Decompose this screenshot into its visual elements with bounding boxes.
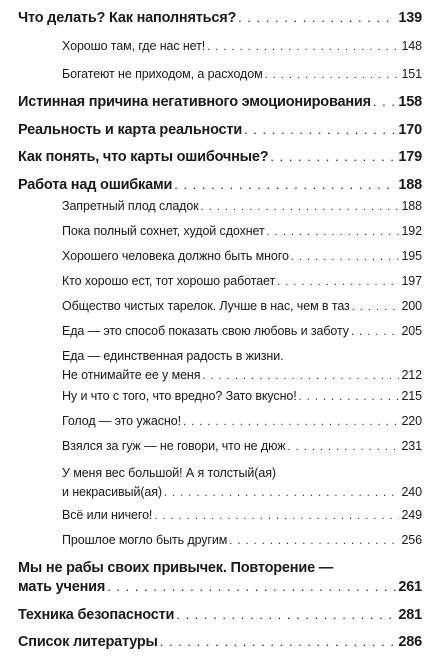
toc-entry-title-line: Мы не рабы своих привычек. Повторение — (18, 560, 334, 576)
dot-leader (291, 251, 400, 263)
dot-leader (287, 441, 399, 453)
dot-leader (270, 149, 396, 164)
toc-page-number: 286 (398, 634, 422, 650)
toc-page-number: 192 (401, 224, 422, 238)
toc-page-number: 212 (401, 368, 422, 382)
dot-leader (267, 226, 400, 238)
toc-page-number: 240 (401, 485, 422, 499)
toc-page-number: 261 (398, 579, 422, 595)
toc-entry-title-line: У меня вес большой! А я толстый(ая) (62, 466, 276, 480)
toc-entry-title: Пока полный сохнет, худой сдохнет (62, 224, 265, 238)
toc-entry-title: Что делать? Как наполняться? (18, 10, 237, 26)
toc-page-number: 281 (398, 607, 422, 623)
dot-leader (373, 94, 397, 109)
dot-leader (107, 579, 396, 594)
dot-leader (154, 510, 399, 522)
toc-entry-title: Истинная причина негативного эмоционирования (18, 94, 371, 110)
toc-entry-title: Запретный плод сладок (62, 199, 199, 213)
dot-leader (202, 370, 399, 382)
dot-leader (244, 122, 396, 137)
dot-leader (176, 607, 396, 622)
toc-entry-title: Ну и что с того, что вредно? Зато вкусно! (62, 389, 297, 403)
dot-leader (201, 201, 400, 213)
toc-entry-title: и некрасивый(ая) (62, 485, 162, 499)
toc-page-number: 197 (401, 274, 422, 288)
toc-entry-title: Хорошо там, где нас нет! (62, 39, 206, 53)
toc-entry-title: Не отнимайте ее у меня (62, 368, 201, 382)
toc-entry-title: Всё или ничего! (62, 508, 153, 522)
dot-leader (183, 416, 399, 428)
toc-entry-title-line: Еда — единственная радость в жизни. (62, 349, 284, 363)
toc-entry-title: Богатеют не приходом, а расходом (62, 67, 263, 81)
dot-leader (352, 301, 400, 313)
toc-entry-title: Общество чистых тарелок. Лучше в нас, чем в таз (62, 299, 350, 313)
dot-leader (160, 634, 397, 649)
toc-page-number: 151 (401, 67, 422, 81)
toc-page-number: 215 (401, 389, 422, 403)
dot-leader (164, 487, 399, 499)
toc-entry-title: Кто хорошо ест, тот хорошо работает (62, 274, 276, 288)
toc-entry-title: Прошлое могло быть другим (62, 533, 228, 547)
toc-page-number: 179 (398, 149, 422, 165)
dot-leader (265, 69, 400, 81)
toc-page-number: 188 (401, 199, 422, 213)
dot-leader (207, 41, 399, 53)
toc-entry-title: Как понять, что карты ошибочные? (18, 149, 269, 165)
toc-entry-title: Голод — это ужасно! (62, 414, 181, 428)
toc-page-number: 188 (398, 177, 422, 193)
dot-leader (229, 535, 399, 547)
dot-leader (238, 10, 396, 25)
toc-entry-title: Хорошего человека должно быть много (62, 249, 289, 263)
toc-page-number: 200 (401, 299, 422, 313)
toc-entry-title: мать учения (18, 579, 106, 595)
toc-entry-title: Реальность и карта реальности (18, 122, 243, 138)
toc-page-number: 195 (401, 249, 422, 263)
toc-page-number: 148 (401, 39, 422, 53)
dot-leader (174, 177, 396, 192)
toc-page-number: 139 (398, 10, 422, 26)
dot-leader (299, 391, 400, 403)
toc-entry-title: Список литературы (18, 634, 158, 650)
toc-entry-title: Взялся за гуж — не говори, что не дюж (62, 439, 286, 453)
toc-entry-title: Работа над ошибками (18, 177, 173, 193)
toc-page-number: 249 (401, 508, 422, 522)
toc-entry-title: Техника безопасности (18, 607, 175, 623)
toc-page-number: 170 (398, 122, 422, 138)
toc-entry-title: Еда — это способ показать свою любовь и заботу (62, 324, 349, 338)
toc-page-number: 220 (401, 414, 422, 428)
toc-page-number: 158 (398, 94, 422, 110)
toc-page-number: 256 (401, 533, 422, 547)
dot-leader (277, 276, 399, 288)
dot-leader (351, 326, 400, 338)
toc-page-number: 231 (401, 439, 422, 453)
toc-page-number: 205 (401, 324, 422, 338)
